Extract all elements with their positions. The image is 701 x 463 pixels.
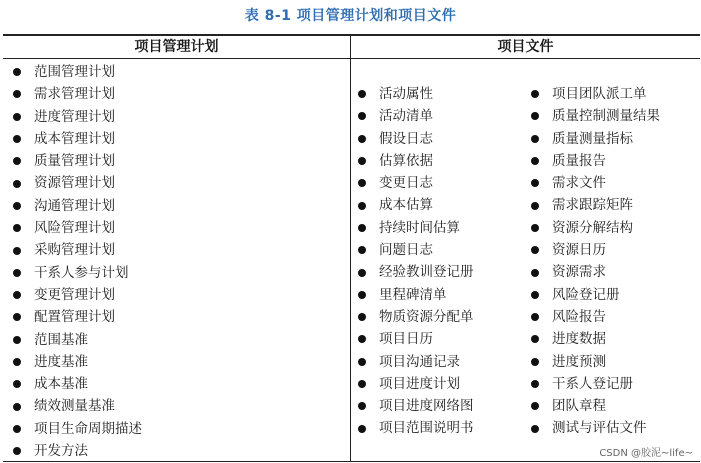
list-item-label: 需求文件 <box>552 175 606 192</box>
bullet-icon <box>531 135 539 143</box>
list-item <box>13 195 142 217</box>
list-item <box>358 105 474 127</box>
list-item-label: 范围基准 <box>34 331 88 348</box>
bullet-icon <box>13 90 21 98</box>
bullet-icon <box>358 335 366 343</box>
list-item-label: 里程碑清单 <box>379 286 447 303</box>
list-item <box>531 417 660 439</box>
list-item <box>358 395 474 417</box>
list-item-label: 质量报告 <box>552 152 606 169</box>
list-item-label: 活动清单 <box>379 108 433 125</box>
list-item-label: 沟通管理计划 <box>34 197 115 214</box>
bullet-icon <box>13 358 21 366</box>
bullet-icon <box>358 157 366 165</box>
table-top-rule <box>3 34 700 36</box>
bullet-icon <box>358 246 366 254</box>
bullet-icon <box>531 157 539 165</box>
list-item <box>13 329 142 351</box>
list-item-label: 测试与评估文件 <box>552 420 647 437</box>
list-item-label: 进度数据 <box>552 331 606 348</box>
list-item <box>531 83 660 105</box>
list-item <box>531 239 660 261</box>
list-item-label: 成本管理计划 <box>34 130 115 147</box>
bullet-icon <box>531 224 539 232</box>
list-item <box>13 440 142 462</box>
list-item-label: 项目团队派工单 <box>552 86 647 102</box>
list-item-label: 风险管理计划 <box>34 220 115 237</box>
list-item-label: 活动属性 <box>379 86 433 102</box>
list-item <box>358 150 474 172</box>
list-item-label: 资源日历 <box>552 242 606 259</box>
list-item <box>358 306 474 328</box>
list-item-label: 开发方法 <box>34 443 88 460</box>
bullet-icon <box>358 135 366 143</box>
bullet-icon <box>13 425 21 433</box>
list-item <box>531 105 660 127</box>
bullet-icon <box>13 313 21 321</box>
list-item-label: 进度预测 <box>552 353 606 370</box>
list-item-label: 团队章程 <box>552 398 606 415</box>
list-item <box>13 373 142 395</box>
list-item-label: 项目进度计划 <box>379 375 460 392</box>
plan-item-list <box>13 61 142 462</box>
bullet-icon <box>531 335 539 343</box>
bullet-icon <box>358 179 366 187</box>
bullet-icon <box>13 380 21 388</box>
bullet-icon <box>358 380 366 388</box>
list-item-label: 变更日志 <box>379 175 433 192</box>
list-item <box>13 395 142 417</box>
list-item-label: 干系人参与计划 <box>34 264 129 281</box>
bullet-icon <box>531 425 539 433</box>
bullet-icon <box>531 291 539 299</box>
bullet-icon <box>358 402 366 410</box>
list-item <box>358 261 474 283</box>
list-item <box>13 418 142 440</box>
list-item <box>358 217 474 239</box>
bullet-icon <box>13 68 21 76</box>
header-project-documents: 项目文件 <box>497 39 554 55</box>
list-item-label: 质量管理计划 <box>34 153 115 170</box>
bullet-icon <box>531 90 539 98</box>
bullet-icon <box>358 291 366 299</box>
bullet-icon <box>531 269 539 277</box>
list-item-label: 持续时间估算 <box>379 219 460 236</box>
list-item <box>531 373 660 395</box>
list-item <box>358 373 474 395</box>
list-item <box>531 395 660 417</box>
bullet-icon <box>13 157 21 165</box>
list-item <box>13 284 142 306</box>
list-item <box>13 128 142 150</box>
list-item <box>358 83 474 105</box>
bullet-icon <box>358 358 366 366</box>
bullet-icon <box>358 202 366 210</box>
list-item <box>13 83 142 105</box>
list-item <box>531 284 660 306</box>
table-caption: 表 8-1 项目管理计划和项目文件 <box>244 8 457 24</box>
list-item <box>358 351 474 373</box>
bullet-icon <box>13 447 21 455</box>
list-item-label: 估算依据 <box>379 152 433 169</box>
list-item-label: 配置管理计划 <box>34 309 115 326</box>
bullet-icon <box>13 336 21 344</box>
list-item <box>13 172 142 194</box>
list-item <box>358 239 474 261</box>
document-list-column-1 <box>358 83 474 440</box>
list-item-label: 项目沟通记录 <box>379 353 460 370</box>
bullet-icon <box>358 90 366 98</box>
list-item-label: 风险报告 <box>552 308 606 325</box>
list-item-label: 绩效测量基准 <box>34 398 115 415</box>
list-item-label: 范围管理计划 <box>34 64 115 80</box>
list-item-label: 经验教训登记册 <box>379 264 474 281</box>
bullet-icon <box>13 180 21 188</box>
list-item-label: 项目日历 <box>379 331 433 348</box>
list-item-label: 假设日志 <box>379 130 433 147</box>
bullet-icon <box>531 179 539 187</box>
bullet-icon <box>13 291 21 299</box>
list-item <box>13 61 142 83</box>
bullet-icon <box>13 113 21 121</box>
bullet-icon <box>13 269 21 277</box>
bullet-icon <box>531 246 539 254</box>
header-project-management-plan: 项目管理计划 <box>134 39 219 55</box>
list-item <box>13 306 142 328</box>
list-item <box>13 262 142 284</box>
list-item <box>13 106 142 128</box>
list-item <box>531 306 660 328</box>
table-header-rule <box>3 58 700 59</box>
bullet-icon <box>358 112 366 120</box>
list-item <box>358 128 474 150</box>
bullet-icon <box>13 403 21 411</box>
list-item-label: 问题日志 <box>379 242 433 259</box>
list-item-label: 资源分解结构 <box>552 219 633 236</box>
list-item-label: 风险登记册 <box>552 286 620 303</box>
source-credit: CSDN @胶泥~life~ <box>599 444 693 459</box>
bullet-icon <box>531 380 539 388</box>
list-item-label: 项目进度网络图 <box>379 398 474 415</box>
list-item-label: 资源需求 <box>552 264 606 281</box>
bullet-icon <box>13 247 21 255</box>
list-item-label: 需求跟踪矩阵 <box>552 197 633 214</box>
bullet-icon <box>13 224 21 232</box>
list-item <box>531 150 660 172</box>
list-item-label: 进度基准 <box>34 353 88 370</box>
list-item <box>13 351 142 373</box>
list-item <box>358 328 474 350</box>
list-item <box>13 150 142 172</box>
list-item-label: 成本基准 <box>34 376 88 393</box>
list-item-label: 需求管理计划 <box>34 86 115 103</box>
list-item <box>358 284 474 306</box>
list-item <box>358 417 474 439</box>
list-item <box>531 172 660 194</box>
bullet-icon <box>531 358 539 366</box>
list-item <box>531 194 660 216</box>
list-item <box>531 351 660 373</box>
list-item-label: 干系人登记册 <box>552 375 633 392</box>
list-item-label: 质量控制测量结果 <box>552 108 660 125</box>
list-item-label: 进度管理计划 <box>34 108 115 125</box>
list-item <box>531 217 660 239</box>
list-item-label: 成本估算 <box>379 197 433 214</box>
list-item <box>531 261 660 283</box>
bullet-icon <box>531 112 539 120</box>
list-item-label: 质量测量指标 <box>552 130 633 147</box>
list-item <box>13 239 142 261</box>
bullet-icon <box>358 224 366 232</box>
list-item-label: 采购管理计划 <box>34 242 115 259</box>
table-column-divider <box>350 34 351 462</box>
list-item <box>531 128 660 150</box>
list-item-label: 项目范围说明书 <box>379 420 474 437</box>
bullet-icon <box>531 313 539 321</box>
list-item-label: 资源管理计划 <box>34 175 115 192</box>
list-item <box>13 217 142 239</box>
list-item-label: 物质资源分配单 <box>379 308 474 325</box>
bullet-icon <box>358 425 366 433</box>
bullet-icon <box>531 402 539 410</box>
bullet-icon <box>358 313 366 321</box>
bullet-icon <box>13 135 21 143</box>
bullet-icon <box>13 202 21 210</box>
list-item-label: 项目生命周期描述 <box>34 420 142 437</box>
list-item <box>531 328 660 350</box>
document-list-column-2 <box>531 83 660 440</box>
bullet-icon <box>531 202 539 210</box>
list-item <box>358 172 474 194</box>
list-item-label: 变更管理计划 <box>34 286 115 303</box>
bullet-icon <box>358 269 366 277</box>
list-item <box>358 194 474 216</box>
